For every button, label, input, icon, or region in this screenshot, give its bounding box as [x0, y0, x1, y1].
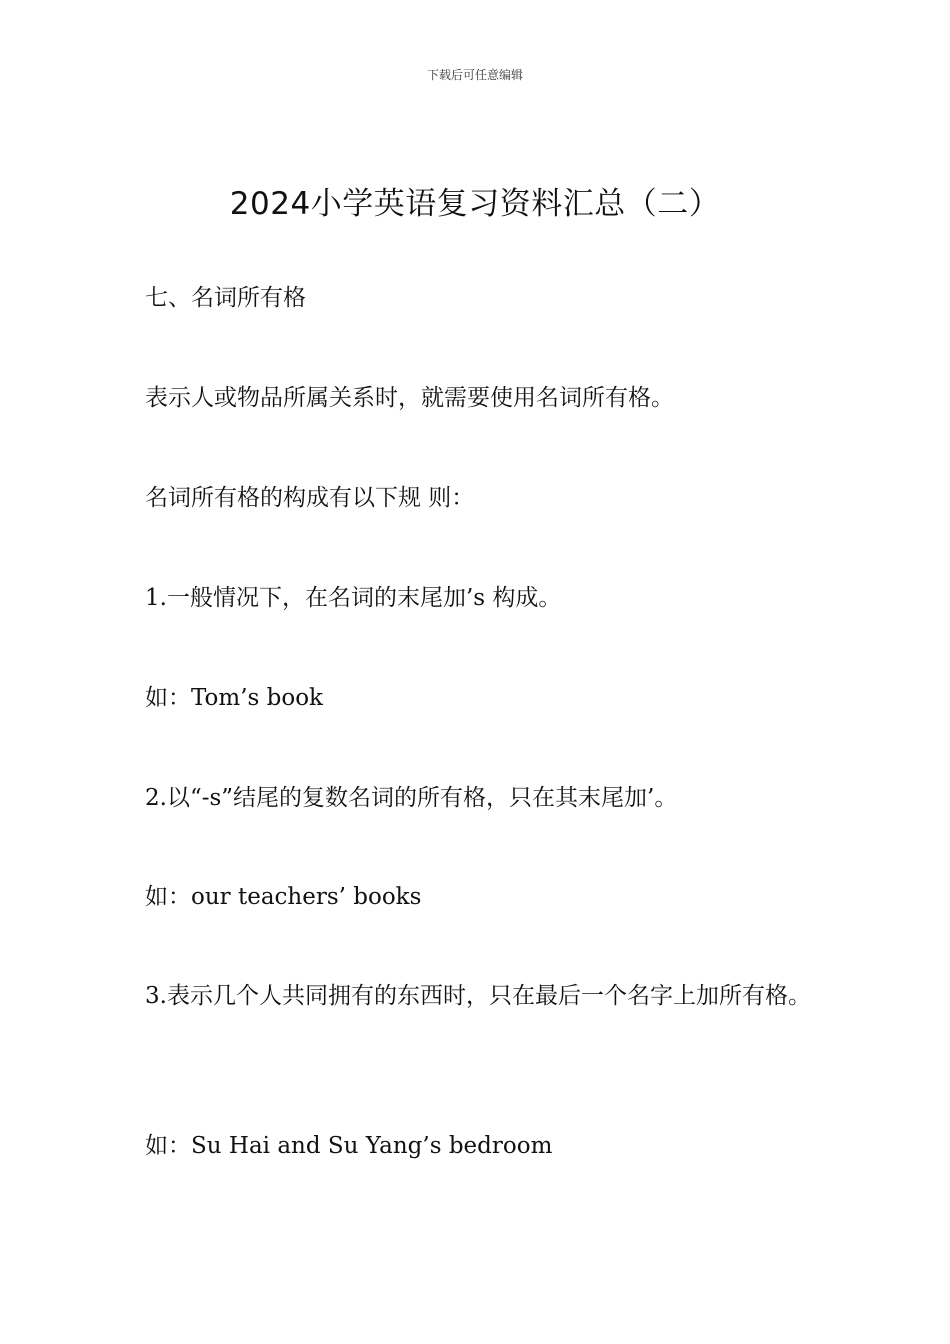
example-1: 如：Tom’s book [145, 685, 323, 711]
section-heading: 七、名词所有格 [145, 285, 306, 311]
rule-1: 1.一般情况下，在名词的末尾加’s 构成。 [145, 585, 562, 611]
example-3: 如：Su Hai and Su Yang’s bedroom [145, 1133, 553, 1159]
paragraph-intro: 表示人或物品所属关系时，就需要使用名词所有格。 [145, 385, 674, 411]
rule-2: 2.以“-s”结尾的复数名词的所有格，只在其末尾加’。 [145, 785, 678, 811]
paragraph-rules: 名词所有格的构成有以下规 则： [145, 485, 475, 511]
header-note: 下载后可任意编辑 [426, 68, 523, 82]
page-title: 2024小学英语复习资料汇总（二） [229, 186, 721, 222]
example-2: 如：our teachers’ books [145, 884, 422, 910]
rule-3: 3.表示几个人共同拥有的东西时，只在最后一个名字上加所有格。 [145, 983, 811, 1009]
